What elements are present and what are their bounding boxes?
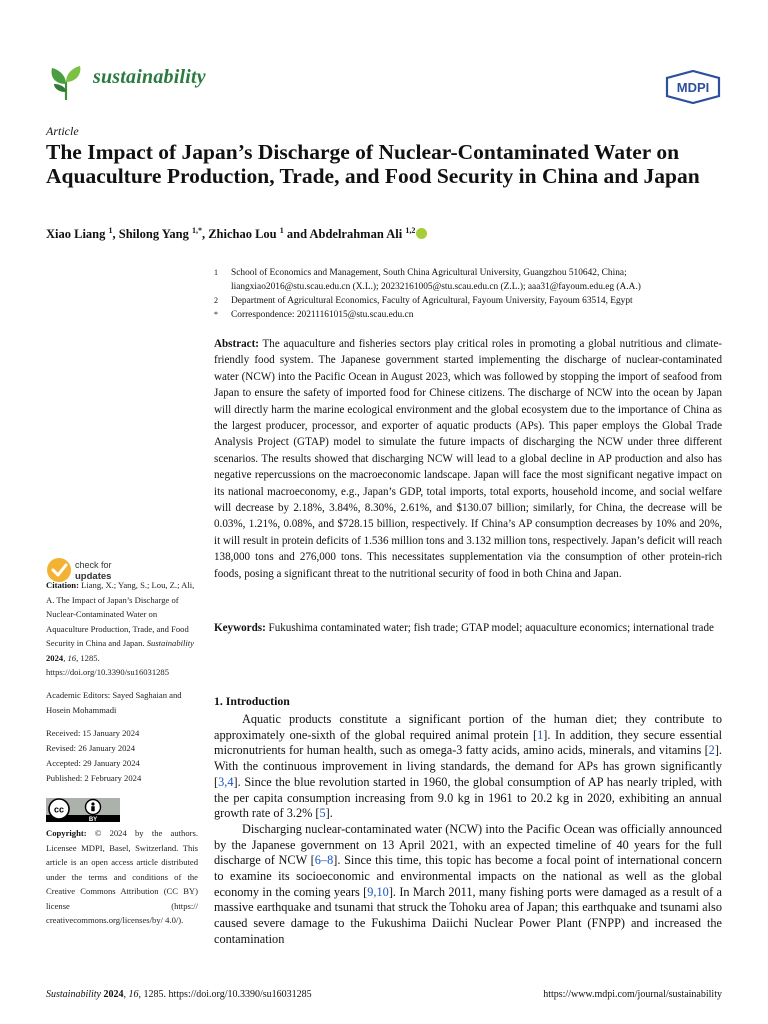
author-list bbox=[46, 226, 427, 242]
author-separator: , bbox=[201, 227, 209, 242]
citation-link[interactable]: 9,10 bbox=[367, 884, 389, 899]
citation-block bbox=[46, 578, 198, 680]
author-name[interactable]: Xiao Liang bbox=[46, 227, 106, 242]
affiliation-1 bbox=[214, 266, 734, 294]
citation-label: Citation: bbox=[46, 580, 79, 590]
footer-year: 2024 bbox=[101, 989, 124, 1000]
affiliation-marker: 2 bbox=[214, 296, 218, 305]
introduction-body bbox=[214, 712, 722, 948]
author-affiliation-marker: 1 bbox=[279, 226, 284, 235]
paragraph: Aquatic products constitute a significant portion of the human diet; they contribute to approximately one-sixth of the global required animal protein [1]. In addition, they secure essential micronutrients for human health, such as omega-3 fatty acids, amino acids, minerals, and vitamins [2]. With the continuous improvement in living standards, the demand for APs has grown significantly [3,4]. Since the blue revolution started in 1960, the global consumption of AP has nearly tripled, with the per capita consumption increasing from 9.0 kg in 1961 to 20.2 kg in 2020, exhibiting an annual growth rate of 3.2% [5]. bbox=[214, 712, 722, 821]
author-name[interactable]: Abdelrahman Ali bbox=[309, 227, 403, 242]
journal-name[interactable]: sustainability bbox=[93, 66, 206, 88]
author-name[interactable]: Zhichao Lou bbox=[208, 227, 277, 242]
correspondence bbox=[214, 308, 734, 322]
keywords-label: Keywords: bbox=[214, 622, 266, 634]
affiliation-marker: 1 bbox=[214, 268, 218, 277]
keywords-text: Fukushima contaminated water; fish trade; GTAP model; aquaculture economics; international trade bbox=[265, 622, 714, 634]
article-type: Article bbox=[46, 124, 79, 138]
citation-link[interactable]: 6–8 bbox=[314, 853, 334, 868]
citation-year: 2024 bbox=[46, 652, 64, 663]
affiliation-text: School of Economics and Management, South China Agricultural University, Guangzhou 510642, China; liangxiao2016@stu.scau.edu.cn (X.L.); 20232161005@stu.scau.edu.cn (Z.L.); aaa31@fayoum.edu.eg (A.A.) bbox=[231, 268, 641, 292]
citation-journal: Sustainability bbox=[146, 638, 194, 648]
copyright-block bbox=[46, 826, 198, 928]
accepted-date: Accepted: 29 January 2024 bbox=[46, 758, 140, 768]
author-affiliation-marker: 1,2 bbox=[405, 226, 416, 235]
journal-leaf-logo bbox=[46, 62, 86, 102]
updates-text: updates bbox=[75, 571, 112, 582]
author-affiliation-marker: 1 bbox=[108, 226, 113, 235]
mdpi-logo[interactable] bbox=[664, 70, 722, 104]
abstract-label: Abstract: bbox=[214, 338, 259, 350]
keywords bbox=[214, 620, 722, 636]
copyright-text: © 2024 by the authors. Licensee MDPI, Basel, Switzerland. This article is an open access article distributed under the terms and conditions of the Creative Commons Attribution (CC BY) license (https:// creativecommons.org/licenses/by/ 4.0/). bbox=[46, 828, 198, 925]
section-heading-introduction: 1. Introduction bbox=[214, 694, 290, 708]
check-for-text: check for bbox=[75, 560, 112, 570]
cc-by-label: BY bbox=[88, 817, 98, 822]
received-date: Received: 15 January 2024 bbox=[46, 728, 140, 738]
published-date: Published: 2 February 2024 bbox=[46, 773, 142, 783]
correspondence-marker: * bbox=[214, 310, 218, 319]
author-separator: and bbox=[283, 227, 310, 242]
affiliation-2 bbox=[214, 294, 734, 308]
article-title: The Impact of Japan’s Discharge of Nuclear-Contaminated Water on Aquaculture Production, Trade, and Food Security in China and Japan bbox=[46, 140, 700, 188]
author-affiliation-marker: 1,* bbox=[191, 226, 202, 235]
paragraph: Discharging nuclear-contaminated water (NCW) into the Pacific Ocean was officially announced by the Japanese government on 13 April 2021, with an expected timeline of 40 years for the full discharge of NCW [6–8]. Since this time, this topic has become a focal point of international concern to examine its socioeconomic and environmental impacts on the national as well as the global economy in the coming years [9,10]. In March 2011, many fishing ports were damaged as a result of a massive earthquake and tsunami that struck the Tohoku area of Japan; this earthquake and tsunami also caused severe damage to the Fukushima Daiichi Nuclear Power Plant (FNPP) and increased the contamination bbox=[214, 821, 723, 946]
abstract bbox=[214, 336, 722, 582]
citation-link[interactable]: 5 bbox=[319, 806, 326, 821]
citation-link[interactable]: 2 bbox=[708, 743, 715, 758]
footer-journal: Sustainability bbox=[46, 989, 101, 1000]
author-separator: , bbox=[112, 227, 119, 242]
affiliation-text: Department of Agricultural Economics, Faculty of Agricultural, Fayoum University, Fayoum 63514, Egypt bbox=[231, 296, 633, 306]
revised-date: Revised: 26 January 2024 bbox=[46, 743, 136, 753]
footer-journal-url[interactable]: https://www.mdpi.com/journal/sustainability bbox=[543, 989, 722, 1000]
citation-link[interactable]: 1 bbox=[537, 727, 544, 742]
footer-volume: , 16 bbox=[123, 989, 139, 1000]
author-name[interactable]: Shilong Yang bbox=[118, 227, 189, 242]
copyright-label: Copyright: bbox=[46, 828, 87, 838]
citation-text: Liang, X.; Yang, S.; Lou, Z.; Ali, A. The Impact of Japan’s Discharge of Nuclear-Contaminated Water on Aquaculture Production, Trade, and Food Security in China and Japan. bbox=[46, 580, 195, 648]
citation-link[interactable]: 3,4 bbox=[218, 774, 234, 789]
footer-citation bbox=[46, 989, 312, 1000]
cc-by-license-badge[interactable] bbox=[46, 798, 120, 822]
svg-text:cc: cc bbox=[53, 804, 65, 815]
citation-volume: , 16 bbox=[63, 652, 77, 663]
mdpi-logo-text: MDPI bbox=[676, 80, 710, 95]
academic-editors: Academic Editors: Sayed Saghaian and Hosein Mohammadi bbox=[46, 690, 182, 715]
correspondence-text: Correspondence: 20211161015@stu.scau.edu.cn bbox=[231, 310, 414, 320]
footer-doi[interactable]: , 1285. https://doi.org/10.3390/su16031285 bbox=[138, 989, 312, 1000]
citation-doi[interactable]: , 1285. https://doi.org/10.3390/su16031285 bbox=[46, 652, 170, 677]
abstract-text: The aquaculture and fisheries sectors play critical roles in promoting a global nutritious and climate-friendly food system. The Japanese government started implementing the discharge of nuclear-contaminated water (NCW) into the Pacific Ocean in August 2023, which was followed by stopping the import of seafood from Japan to ensure the safety of imported food for Chinese citizens. The discharge of NCW into the ocean by Japan will directly harm the marine ecological environment and the global ecosystem due to the importance of China as the largest producer, processor, and exporter of aquatic products (APs). This paper employs the Global Trade Analysis Project (GTAP) model to simulate the future impacts of discharging the NCW under three different scenarios. The results showed that discharging NCW will lead to a global decline in AP production and also has negative repercussions on the macroeconomic landscape. Japan will face the most significant negative impact on its national macroeconomy, e.g., Japan’s GDP, total imports, total exports, household income, and social welfare will decrease by 2.18%, 3.84%, 8.30%, 2.61%, and $130.07 billion; similarly, for China, the decrease will be 0.03%, 1.21%, 0.08%, and $728.15 billion, respectively. If China’s AP consumption decreases by 10% and 20%, it will result in protein deficits of 1.536 million tons and 3.132 million tons, respectively. Japan’s deficit will reach 138,000 tons and 276,000 tons. This necessitates supplementation via the consumption of other protein-rich foods, posing a significant threat to the nutritional security of food in both China and Japan. bbox=[214, 338, 722, 580]
orcid-icon[interactable] bbox=[416, 228, 427, 239]
